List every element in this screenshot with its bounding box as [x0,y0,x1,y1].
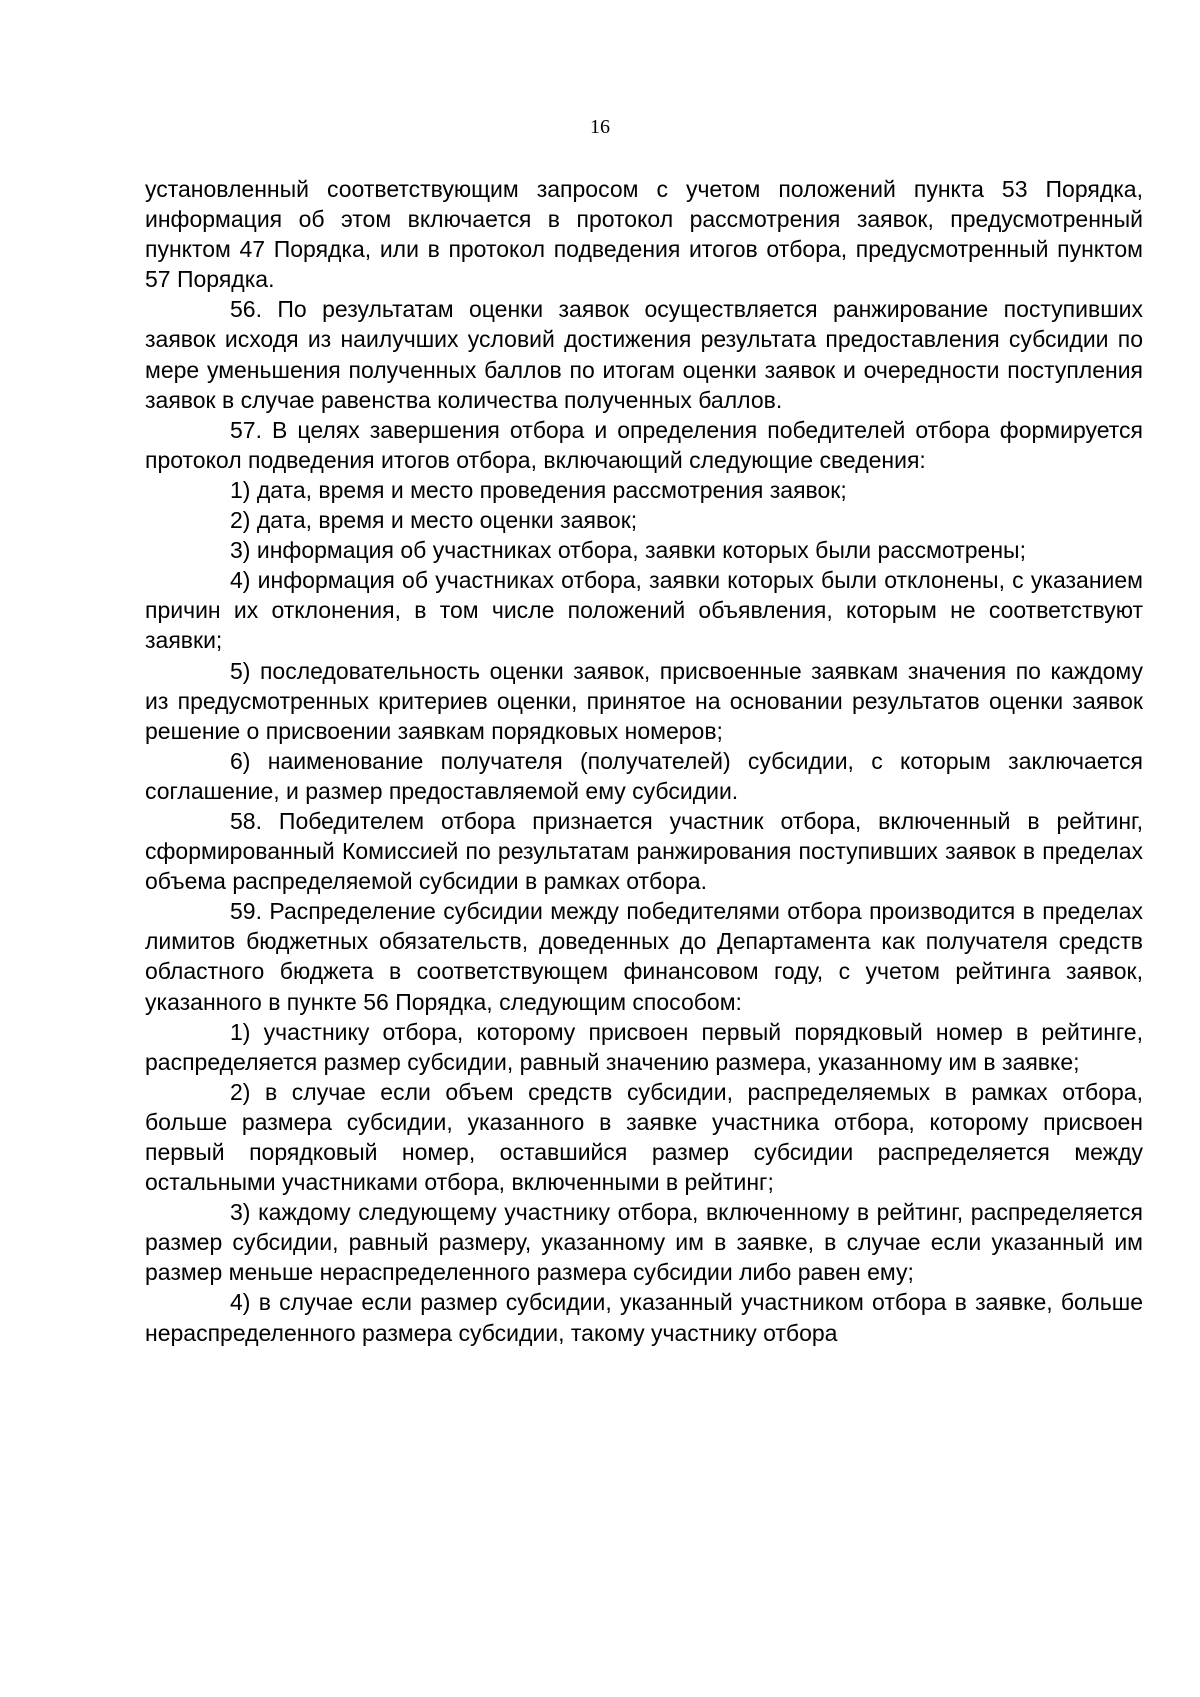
list-item-59-1: 1) участнику отбора, которому присвоен первый порядковый номер в рейтинге, распределяется размер субсидии, равный значению размера, указанному им в заявке; [145,1018,1143,1075]
list-item-57-5: 5) последовательность оценки заявок, присвоенные заявкам значения по каждому из предусмотренных критериев оценки, принятое на основании результатов оценки заявок решение о присвоении заявкам порядковых номеров; [145,657,1143,744]
paragraph-item-57: 57. В целях завершения отбора и определения победителей отбора формируется протокол подведения итогов отбора, включающий следующие сведения: [145,416,1143,473]
paragraph-continuation: установленный соответствующим запросом с учетом положений пункта 53 Порядка, информация об этом включается в протокол рассмотрения заявок, предусмотренный пунктом 47 Порядка, или в протокол подведения итогов отбора, предусмотренный пунктом 57 Порядка. [145,176,1143,293]
paragraph-item-56: 56. По результатам оценки заявок осуществляется ранжирование поступивших заявок исходя из наилучших условий достижения результата предоставления субсидии по мере уменьшения полученных баллов по итогам оценки заявок и очередности поступления заявок в случае равенства количества полученных баллов. [145,296,1143,413]
document-body [145,174,1143,1348]
list-item-57-1: 1) дата, время и место проведения рассмотрения заявок; [230,476,847,503]
page-number: 16 [590,116,610,138]
list-item-59-3: 3) каждому следующему участнику отбора, включенному в рейтинг, распределяется размер субсидии, равный размеру, указанному им в заявке, в случае если указанный им размер меньше нераспределенного размера субсидии либо равен ему; [145,1199,1143,1286]
paragraph-item-59: 59. Распределение субсидии между победителями отбора производится в пределах лимитов бюджетных обязательств, доведенных до Департамента как получателя средств областного бюджета в соответствующем финансовом году, с учетом рейтинга заявок, указанного в пункте 56 Порядка, следующим способом: [145,898,1143,1015]
list-item-57-6: 6) наименование получателя (получателей) субсидии, с которым заключается соглашение, и размер предоставляемой ему субсидии. [145,747,1143,804]
list-item-59-2: 2) в случае если объем средств субсидии, распределяемых в рамках отбора, больше размера субсидии, указанного в заявке участника отбора, которому присвоен первый порядковый номер, оставшийся размер субсидии распределяется между остальными участниками отбора, включенными в рейтинг; [145,1078,1143,1196]
list-item-59-4: 4) в случае если размер субсидии, указанный участником отбора в заявке, больше нераспределенного размера субсидии, такому участнику отбора [145,1289,1143,1346]
list-item-57-4: 4) информация об участниках отбора, заявки которых были отклонены, с указанием причин их отклонения, в том числе положений объявления, которым не соответствуют заявки; [145,567,1143,654]
list-item-57-3: 3) информация об участниках отбора, заявки которых были рассмотрены; [230,537,1026,564]
list-item-57-2: 2) дата, время и место оценки заявок; [230,507,638,534]
paragraph-item-58: 58. Победителем отбора признается участник отбора, включенный в рейтинг, сформированный Комиссией по результатам ранжирования поступивших заявок в пределах объема распределяемой субсидии в рамках отбора. [145,807,1143,895]
